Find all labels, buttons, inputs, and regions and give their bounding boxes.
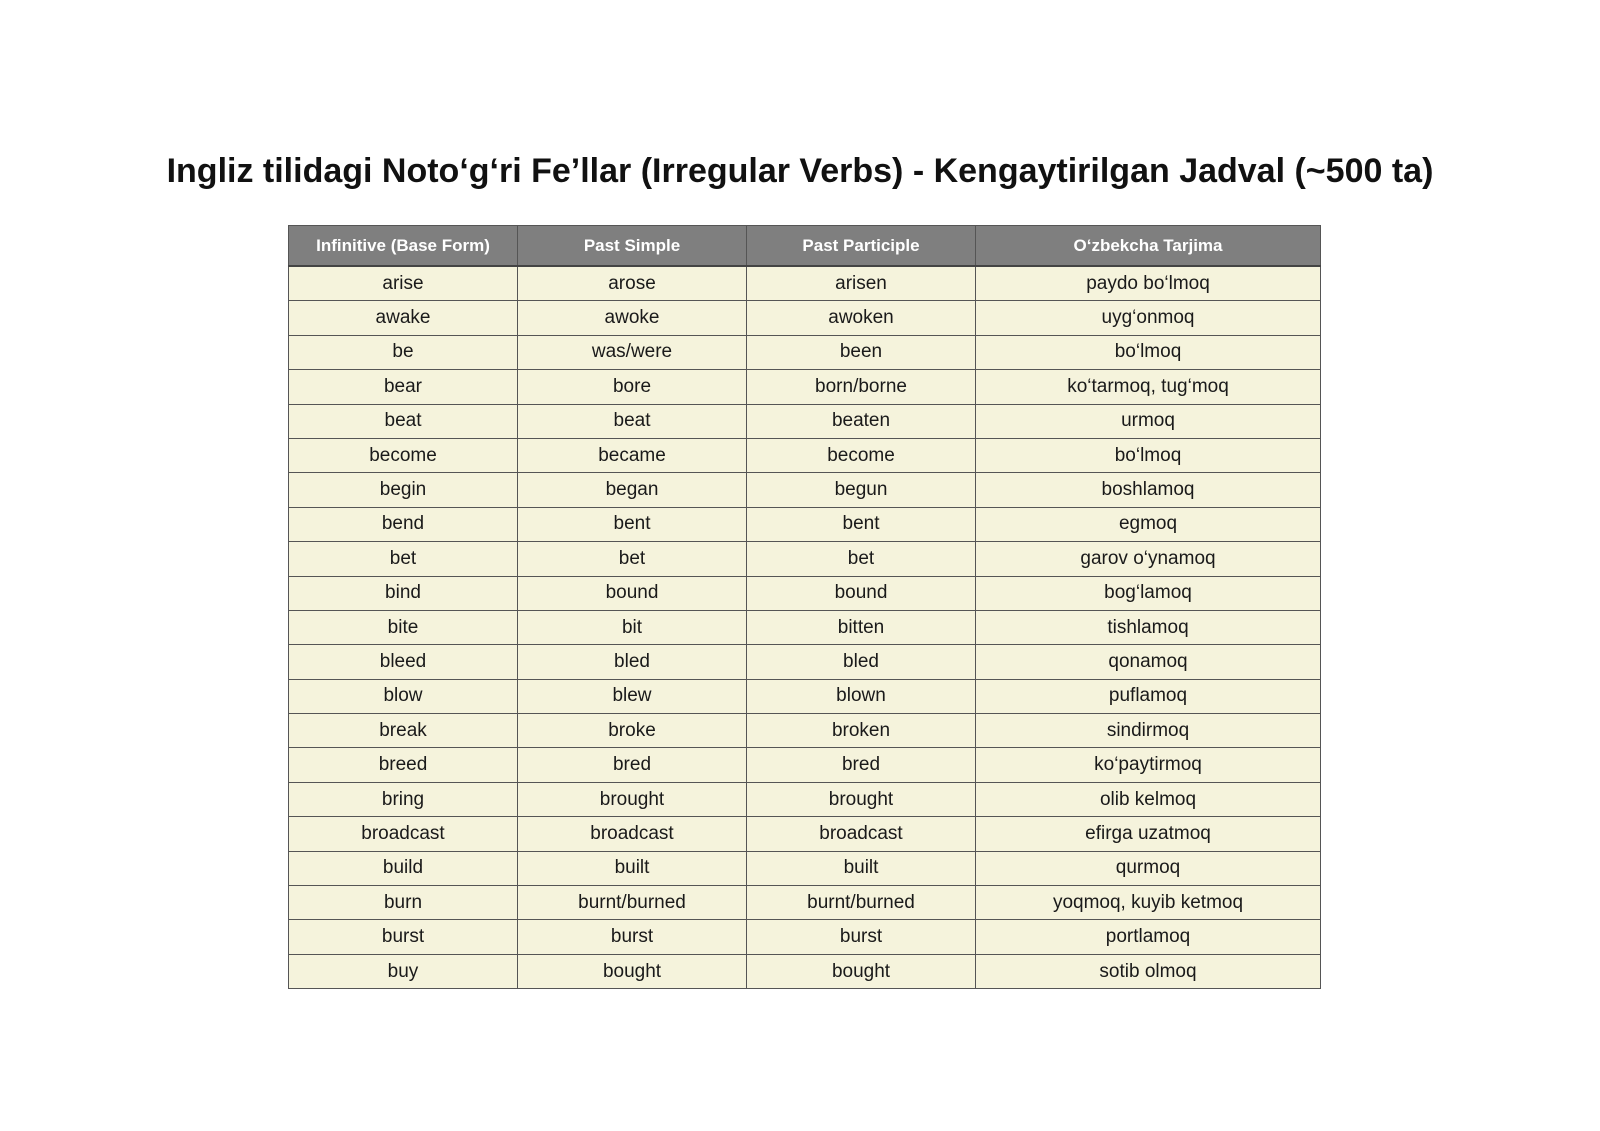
table-row (289, 301, 1321, 335)
cell-infinitive: break (289, 714, 518, 748)
cell-past-participle: awoken (747, 301, 976, 335)
cell-uzbek-translation: bo‘lmoq (976, 335, 1321, 369)
cell-uzbek-translation: sindirmoq (976, 714, 1321, 748)
cell-past-participle: broadcast (747, 817, 976, 851)
cell-past-simple: bet (518, 542, 747, 576)
cell-past-participle: been (747, 335, 976, 369)
cell-past-simple: blew (518, 679, 747, 713)
cell-past-participle: born/borne (747, 370, 976, 404)
cell-uzbek-translation: garov o‘ynamoq (976, 542, 1321, 576)
table-header-row (289, 226, 1321, 267)
cell-past-simple: broke (518, 714, 747, 748)
cell-past-participle: broken (747, 714, 976, 748)
cell-past-simple: bought (518, 954, 747, 988)
cell-past-participle: bet (747, 542, 976, 576)
cell-past-participle: blown (747, 679, 976, 713)
cell-past-participle: bitten (747, 610, 976, 644)
cell-uzbek-translation: ko‘paytirmoq (976, 748, 1321, 782)
cell-infinitive: bend (289, 507, 518, 541)
cell-past-simple: brought (518, 782, 747, 816)
table-row (289, 404, 1321, 438)
cell-past-simple: burnt/burned (518, 886, 747, 920)
cell-uzbek-translation: sotib olmoq (976, 954, 1321, 988)
page-title: Ingliz tilidagi Noto‘g‘ri Fe’llar (Irregular Verbs) - Kengaytirilgan Jadval (~500 ta) (166, 152, 1434, 190)
cell-uzbek-translation: yoqmoq, kuyib ketmoq (976, 886, 1321, 920)
table-row (289, 714, 1321, 748)
cell-uzbek-translation: bog‘lamoq (976, 576, 1321, 610)
column-header-uzbek-translation: O‘zbekcha Tarjima (976, 226, 1321, 267)
cell-infinitive: buy (289, 954, 518, 988)
cell-past-simple: burst (518, 920, 747, 954)
cell-uzbek-translation: paydo bo‘lmoq (976, 266, 1321, 301)
table-row (289, 610, 1321, 644)
table-row (289, 473, 1321, 507)
cell-past-simple: built (518, 851, 747, 885)
cell-uzbek-translation: bo‘lmoq (976, 438, 1321, 472)
cell-past-participle: beaten (747, 404, 976, 438)
cell-past-participle: begun (747, 473, 976, 507)
table-row (289, 920, 1321, 954)
table-row (289, 679, 1321, 713)
cell-infinitive: breed (289, 748, 518, 782)
cell-infinitive: broadcast (289, 817, 518, 851)
cell-past-simple: was/were (518, 335, 747, 369)
cell-uzbek-translation: qonamoq (976, 645, 1321, 679)
cell-uzbek-translation: urmoq (976, 404, 1321, 438)
cell-past-simple: beat (518, 404, 747, 438)
cell-infinitive: bet (289, 542, 518, 576)
column-header-past-simple: Past Simple (518, 226, 747, 267)
cell-infinitive: bind (289, 576, 518, 610)
table-row (289, 886, 1321, 920)
cell-past-simple: bit (518, 610, 747, 644)
table-header (289, 226, 1321, 267)
cell-infinitive: build (289, 851, 518, 885)
column-header-infinitive: Infinitive (Base Form) (289, 226, 518, 267)
cell-past-simple: began (518, 473, 747, 507)
cell-uzbek-translation: portlamoq (976, 920, 1321, 954)
cell-infinitive: awake (289, 301, 518, 335)
cell-infinitive: begin (289, 473, 518, 507)
table-row (289, 507, 1321, 541)
cell-uzbek-translation: puflamoq (976, 679, 1321, 713)
cell-past-participle: burst (747, 920, 976, 954)
table-row (289, 542, 1321, 576)
cell-past-simple: became (518, 438, 747, 472)
table-row (289, 335, 1321, 369)
cell-past-simple: bred (518, 748, 747, 782)
table-row (289, 438, 1321, 472)
cell-past-participle: arisen (747, 266, 976, 301)
cell-uzbek-translation: egmoq (976, 507, 1321, 541)
cell-past-simple: awoke (518, 301, 747, 335)
cell-past-participle: bent (747, 507, 976, 541)
table-row (289, 954, 1321, 988)
cell-infinitive: bring (289, 782, 518, 816)
cell-past-simple: arose (518, 266, 747, 301)
table-row (289, 645, 1321, 679)
cell-uzbek-translation: qurmoq (976, 851, 1321, 885)
cell-uzbek-translation: tishlamoq (976, 610, 1321, 644)
cell-uzbek-translation: efirga uzatmoq (976, 817, 1321, 851)
cell-past-participle: built (747, 851, 976, 885)
cell-uzbek-translation: uyg‘onmoq (976, 301, 1321, 335)
cell-past-participle: bought (747, 954, 976, 988)
cell-past-participle: bred (747, 748, 976, 782)
cell-past-simple: bent (518, 507, 747, 541)
cell-infinitive: become (289, 438, 518, 472)
cell-uzbek-translation: olib kelmoq (976, 782, 1321, 816)
cell-infinitive: burn (289, 886, 518, 920)
irregular-verbs-table (288, 225, 1321, 989)
cell-past-simple: bore (518, 370, 747, 404)
table-row (289, 266, 1321, 301)
column-header-past-participle: Past Participle (747, 226, 976, 267)
cell-infinitive: arise (289, 266, 518, 301)
cell-past-simple: bled (518, 645, 747, 679)
cell-past-simple: broadcast (518, 817, 747, 851)
cell-uzbek-translation: ko‘tarmoq, tug‘moq (976, 370, 1321, 404)
table-row (289, 817, 1321, 851)
table-body (289, 266, 1321, 989)
cell-infinitive: bite (289, 610, 518, 644)
table-row (289, 851, 1321, 885)
cell-infinitive: be (289, 335, 518, 369)
table-row (289, 748, 1321, 782)
cell-uzbek-translation: boshlamoq (976, 473, 1321, 507)
table-row (289, 782, 1321, 816)
cell-past-participle: bound (747, 576, 976, 610)
cell-past-participle: become (747, 438, 976, 472)
cell-past-participle: brought (747, 782, 976, 816)
table-row (289, 370, 1321, 404)
cell-past-participle: bled (747, 645, 976, 679)
cell-past-participle: burnt/burned (747, 886, 976, 920)
cell-past-simple: bound (518, 576, 747, 610)
cell-infinitive: bleed (289, 645, 518, 679)
cell-infinitive: burst (289, 920, 518, 954)
cell-infinitive: blow (289, 679, 518, 713)
cell-infinitive: bear (289, 370, 518, 404)
table-row (289, 576, 1321, 610)
cell-infinitive: beat (289, 404, 518, 438)
